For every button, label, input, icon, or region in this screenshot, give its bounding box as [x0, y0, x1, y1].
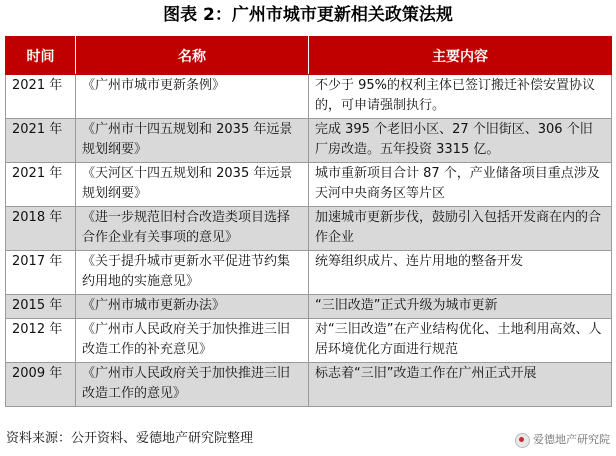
row-year: 2021 年 [6, 163, 76, 207]
row-year: 2015 年 [6, 295, 76, 319]
row-name: 《广州市城市更新条例》 [76, 75, 309, 119]
row-content: “三旧改造”正式升级为城市更新 [309, 295, 612, 319]
table-header-row [6, 37, 612, 75]
row-content: 不少于 95%的权利主体已签订搬迁补偿安置协议的，可申请强制执行。 [309, 75, 612, 119]
logo-icon [515, 433, 530, 448]
row-name: 《广州市城市更新办法》 [76, 295, 309, 319]
row-name: 《天河区十四五规划和 2035 年远景规划纲要》 [76, 163, 309, 207]
table-row [6, 207, 612, 251]
header-content: 主要内容 [309, 37, 612, 75]
table-row [6, 295, 612, 319]
table-row [6, 319, 612, 363]
row-name: 《广州市人民政府关于加快推进三旧改造工作的意见》 [76, 363, 309, 407]
header-name: 名称 [76, 37, 309, 75]
row-year: 2021 年 [6, 119, 76, 163]
row-name: 《广州市人民政府关于加快推进三旧改造工作的补充意见》 [76, 319, 309, 363]
row-name: 《关于提升城市更新水平促进节约集约用地的实施意见》 [76, 251, 309, 295]
row-year: 2017 年 [6, 251, 76, 295]
table-row [6, 75, 612, 119]
table-row [6, 119, 612, 163]
row-name: 《进一步规范旧村合改造类项目选择合作企业有关事项的意见》 [76, 207, 309, 251]
header-time: 时间 [6, 37, 76, 75]
row-content: 完成 395 个老旧小区、27 个旧街区、306 个旧厂房改造。五年投资 3315 亿。 [309, 119, 612, 163]
row-name: 《广州市十四五规划和 2035 年远景规划纲要》 [76, 119, 309, 163]
row-content: 统筹组织成片、连片用地的整备开发 [309, 251, 612, 295]
row-year: 2012 年 [6, 319, 76, 363]
table-row [6, 251, 612, 295]
brand-watermark [515, 432, 610, 448]
table-row [6, 363, 612, 407]
policy-table [5, 36, 612, 407]
row-content: 对“三旧改造”在产业结构优化、土地利用高效、人居环境优化方面进行规范 [309, 319, 612, 363]
source-note: 资料来源：公开资料、爱德地产研究院整理 [6, 431, 254, 446]
row-year: 2018 年 [6, 207, 76, 251]
row-year: 2009 年 [6, 363, 76, 407]
figure-title: 图表 2：广州市城市更新相关政策法规 [163, 5, 453, 25]
row-content: 城市重新项目合计 87 个，产业储备项目重点涉及天河中央商务区等片区 [309, 163, 612, 207]
table-row [6, 163, 612, 207]
row-content: 加速城市更新步伐，鼓励引入包括开发商在内的合作企业 [309, 207, 612, 251]
row-year: 2021 年 [6, 75, 76, 119]
brand-label: 爱德地产研究院 [533, 433, 610, 446]
row-content: 标志着“三旧”改造工作在广州正式开展 [309, 363, 612, 407]
